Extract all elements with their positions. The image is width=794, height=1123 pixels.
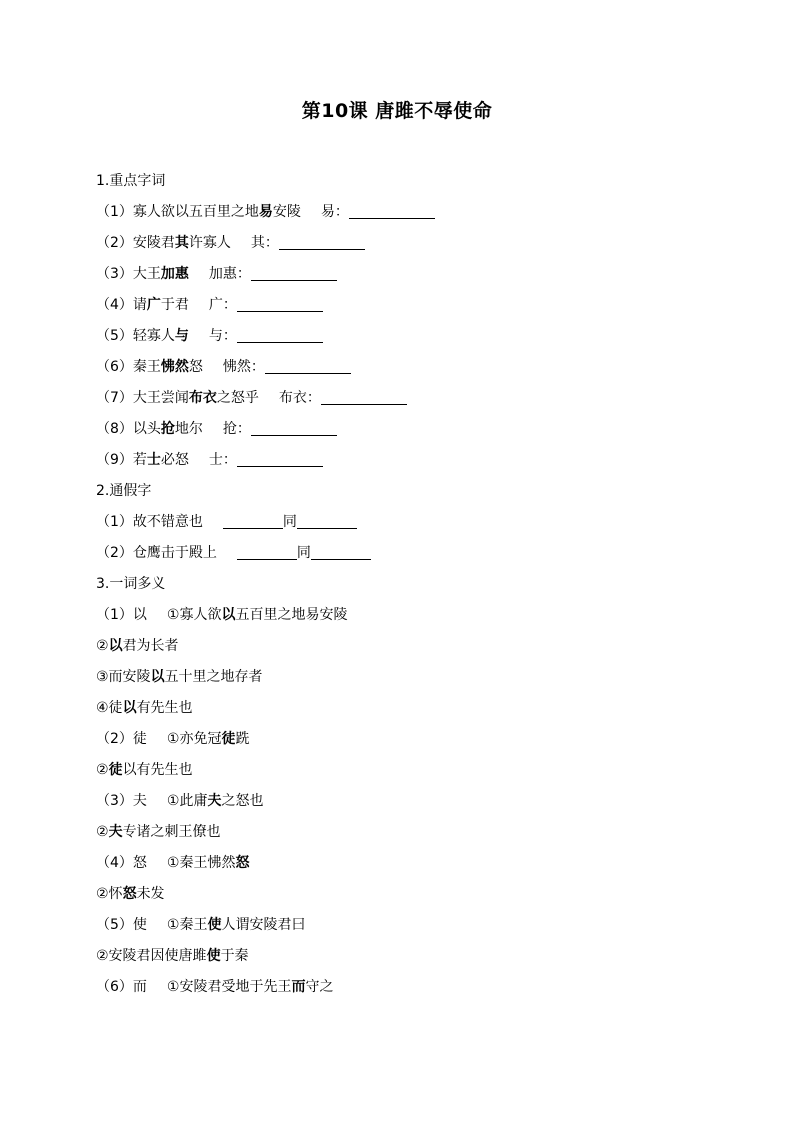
sentence-post: 许寡人 — [188, 235, 231, 251]
answer-label: 怫然： — [222, 359, 265, 375]
key-word: 以 — [108, 638, 123, 654]
answer-blank[interactable] — [265, 357, 351, 374]
sentence-post: 君为长者 — [122, 638, 179, 654]
section-heading-tongjia: 2.通假字 — [96, 483, 152, 499]
key-word: 与 — [174, 328, 189, 344]
answer-label: 士： — [208, 452, 237, 468]
keyword-item — [96, 259, 716, 290]
polysemy-word: 使 — [132, 917, 147, 933]
sentence-pre: ①安陵君受地于先王 — [166, 979, 292, 995]
sentence-post: 怒 — [188, 359, 203, 375]
section-heading-keywords: 1.重点字词 — [96, 173, 166, 189]
polysemy-line — [96, 755, 716, 786]
answer-label: 布衣： — [278, 390, 321, 406]
answer-blank[interactable] — [297, 512, 357, 529]
tongjia-item — [96, 507, 716, 538]
item-index: （1） — [96, 204, 133, 220]
item-index: （3） — [96, 266, 133, 282]
key-word: 怫然 — [160, 359, 189, 375]
sentence-pre: 以头 — [132, 421, 161, 437]
key-word: 使 — [206, 948, 221, 964]
answer-label: 易： — [320, 204, 349, 220]
answer-label: 其： — [250, 235, 279, 251]
key-word: 使 — [207, 917, 222, 933]
sentence-post: 之怒乎 — [216, 390, 259, 406]
sentence-post: 于君 — [160, 297, 189, 313]
sentence-pre: 轻寡人 — [132, 328, 175, 344]
sentence-pre: 若 — [132, 452, 147, 468]
item-index: （8） — [96, 421, 133, 437]
answer-label: 与： — [208, 328, 237, 344]
sentence-pre: ② — [96, 638, 109, 654]
key-word: 怒 — [122, 886, 137, 902]
sentence-pre: 请 — [132, 297, 147, 313]
polysemy-word: 以 — [132, 607, 147, 623]
keyword-item — [96, 228, 716, 259]
answer-blank[interactable] — [251, 419, 337, 436]
polysemy-line — [96, 724, 716, 755]
polysemy-word: 徒 — [132, 731, 147, 747]
answer-blank[interactable] — [251, 264, 337, 281]
polysemy-line — [96, 631, 716, 662]
polysemy-word: 夫 — [132, 793, 147, 809]
section-heading-polysemy: 3.一词多义 — [96, 576, 166, 592]
key-word: 夫 — [108, 824, 123, 840]
sentence-pre: ②安陵君因使唐雎 — [96, 948, 207, 964]
polysemy-line — [96, 879, 716, 910]
sentence-pre: ② — [96, 762, 109, 778]
sentence-post: 安陵 — [272, 204, 301, 220]
item-index: （1） — [96, 514, 133, 530]
answer-blank[interactable] — [237, 326, 323, 343]
key-word: 夫 — [207, 793, 222, 809]
item-index: （7） — [96, 390, 133, 406]
polysemy-line — [96, 817, 716, 848]
sentence-pre: ③而安陵 — [96, 669, 151, 685]
item-index: （2） — [96, 545, 133, 561]
sentence-pre: 寡人欲以五百里之地 — [132, 204, 259, 220]
item-index: （4） — [96, 855, 133, 871]
polysemy-word: 怒 — [132, 855, 147, 871]
sentence-pre: ④徒 — [96, 700, 123, 716]
item-index: （2） — [96, 235, 133, 251]
item-index: （4） — [96, 297, 133, 313]
page-title: 第10课 唐雎不辱使命 — [301, 100, 493, 122]
sentence-post: 专诸之刺王僚也 — [122, 824, 221, 840]
polysemy-line — [96, 786, 716, 817]
answer-blank[interactable] — [237, 295, 323, 312]
item-index: （6） — [96, 359, 133, 375]
polysemy-line — [96, 662, 716, 693]
keyword-item — [96, 383, 716, 414]
sentence-pre: 安陵君 — [132, 235, 175, 251]
tongjia-item — [96, 538, 716, 569]
sentence-post: 未发 — [136, 886, 165, 902]
sentence-post: 人谓安陵君曰 — [221, 917, 306, 933]
keyword-item — [96, 321, 716, 352]
sentence-pre: ①此庸 — [166, 793, 208, 809]
polysemy-line — [96, 693, 716, 724]
answer-blank[interactable] — [349, 202, 435, 219]
sentence-pre: ①秦王怫然 — [166, 855, 236, 871]
key-word: 广 — [146, 297, 161, 313]
polysemy-line — [96, 910, 716, 941]
answer-blank[interactable] — [237, 543, 297, 560]
item-index: （5） — [96, 328, 133, 344]
sentence-pre: ①寡人欲 — [166, 607, 222, 623]
sentence-pre: 大王 — [132, 266, 161, 282]
keyword-item — [96, 290, 716, 321]
tongjia-list — [96, 507, 716, 569]
sentence-post: 守之 — [305, 979, 334, 995]
keyword-item — [96, 414, 716, 445]
sentence-pre: 秦王 — [132, 359, 161, 375]
sentence-post: 之怒也 — [221, 793, 264, 809]
answer-blank[interactable] — [311, 543, 371, 560]
key-word: 布衣 — [188, 390, 217, 406]
sentence-post: 地尔 — [174, 421, 203, 437]
item-index: （9） — [96, 452, 133, 468]
tong-label: 同 — [296, 545, 311, 561]
keyword-item — [96, 197, 716, 228]
keywords-list — [96, 197, 716, 476]
item-index: （1） — [96, 607, 133, 623]
sentence-post: 五百里之地易安陵 — [235, 607, 348, 623]
content — [96, 166, 716, 1003]
sentence-post: 于秦 — [220, 948, 249, 964]
key-word: 徒 — [221, 731, 236, 747]
key-word: 徒 — [108, 762, 123, 778]
item-index: （2） — [96, 731, 133, 747]
polysemy-line — [96, 848, 716, 879]
polysemy-list — [96, 600, 716, 1003]
sentence-pre: ①秦王 — [166, 917, 208, 933]
sentence-post: 必怒 — [160, 452, 189, 468]
sentence-pre: ②怀 — [96, 886, 123, 902]
key-word: 士 — [146, 452, 161, 468]
sentence-post: 以有先生也 — [122, 762, 193, 778]
answer-blank[interactable] — [321, 388, 407, 405]
polysemy-line — [96, 972, 716, 1003]
sentence-pre: ② — [96, 824, 109, 840]
key-word: 怒 — [235, 855, 250, 871]
key-word: 易 — [258, 204, 273, 220]
key-word: 以 — [150, 669, 165, 685]
answer-label: 抢： — [222, 421, 251, 437]
answer-label: 广： — [208, 297, 237, 313]
item-index: （5） — [96, 917, 133, 933]
item-index: （6） — [96, 979, 133, 995]
key-word: 以 — [122, 700, 137, 716]
polysemy-word: 而 — [132, 979, 147, 995]
key-word: 抢 — [160, 421, 175, 437]
key-word: 其 — [174, 235, 189, 251]
polysemy-line — [96, 941, 716, 972]
keyword-item — [96, 352, 716, 383]
sentence: 故不错意也 — [132, 514, 203, 530]
sentence-post: 五十里之地存者 — [164, 669, 263, 685]
key-word: 以 — [221, 607, 236, 623]
sentence-post: 跣 — [235, 731, 250, 747]
keyword-item — [96, 445, 716, 476]
answer-blank[interactable] — [279, 233, 365, 250]
answer-blank[interactable] — [237, 450, 323, 467]
answer-label: 加惠： — [208, 266, 251, 282]
sentence-pre: 大王尝闻 — [132, 390, 189, 406]
item-index: （3） — [96, 793, 133, 809]
tong-label: 同 — [282, 514, 297, 530]
sentence-pre: ①亦免冠 — [166, 731, 222, 747]
sentence-post: 有先生也 — [136, 700, 193, 716]
answer-blank[interactable] — [223, 512, 283, 529]
sentence: 仓鹰击于殿上 — [132, 545, 217, 561]
key-word: 加惠 — [160, 266, 189, 282]
key-word: 而 — [291, 979, 306, 995]
polysemy-line — [96, 600, 716, 631]
